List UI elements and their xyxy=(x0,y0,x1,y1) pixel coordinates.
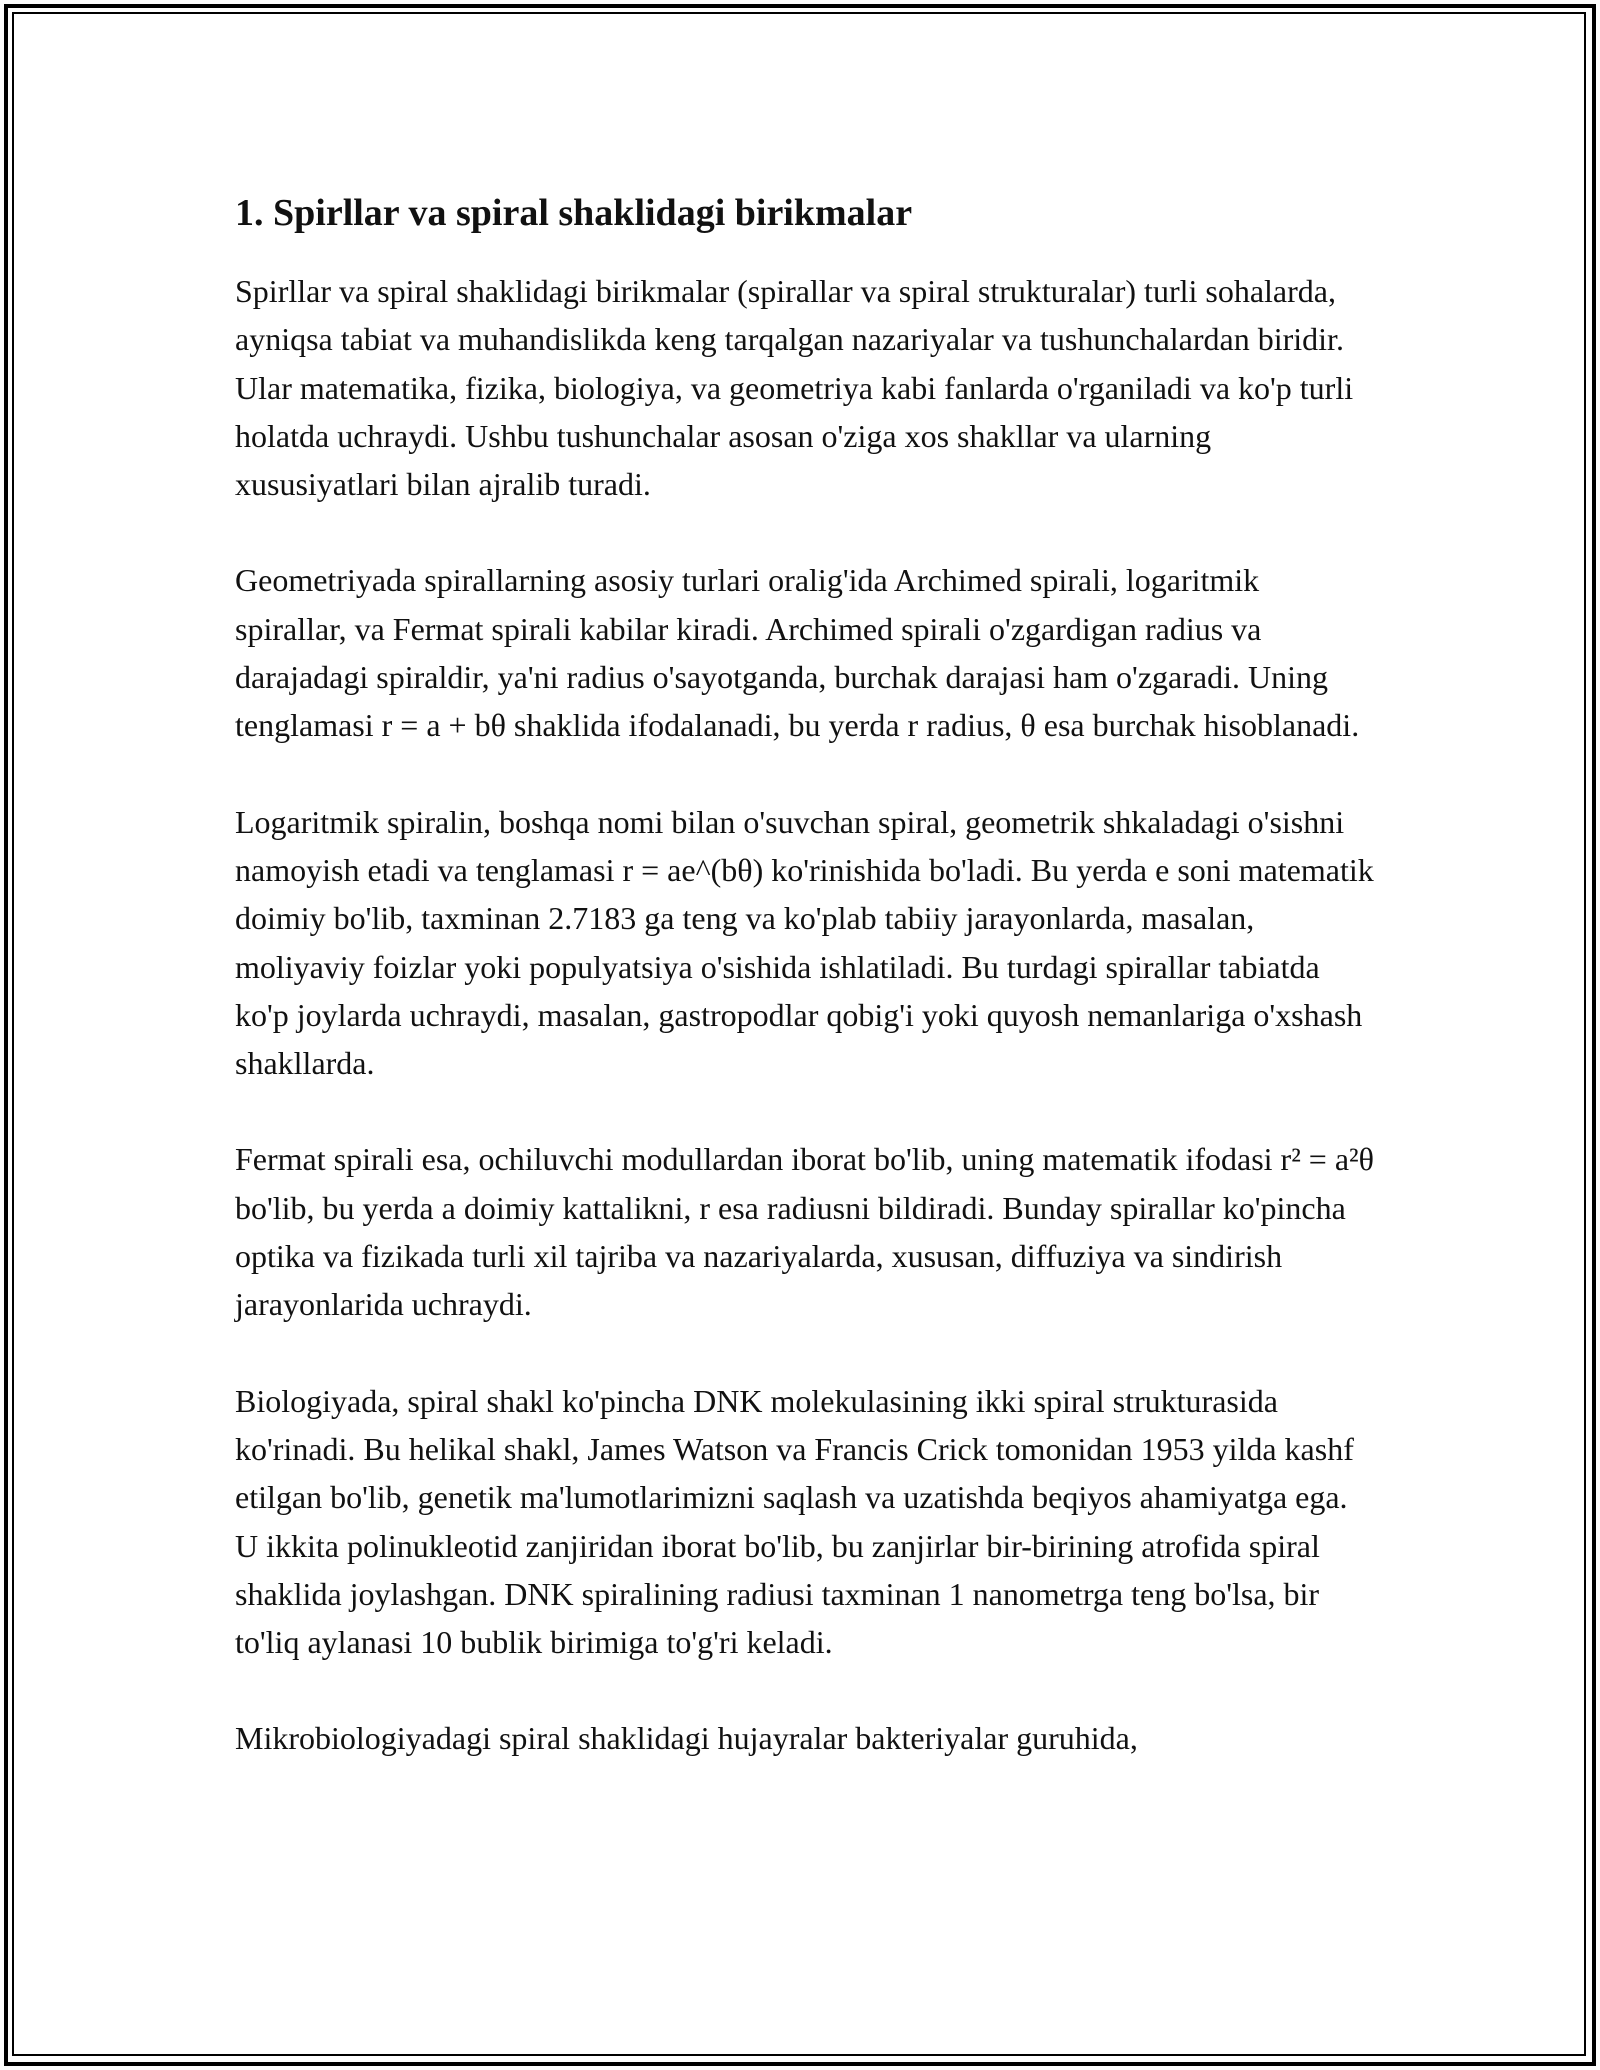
paragraph-fermat: Fermat spirali esa, ochiluvchi modullardan iborat bo'lib, uning matematik ifodasi r² = a²θ bo'lib, bu yerda a doimiy kattalikni, r esa radiusni bildiradi. Bunday spirallar ko'pincha optika va fizikada turli xil tajriba va nazariyalarda, xususan, diffuziya va sindirish jarayonlarida uchraydi. xyxy=(235,1141,1374,1323)
paragraph-logarithmic: Logaritmik spiralin, boshqa nomi bilan o'suvchan spiral, geometrik shkaladagi o'sishni namoyish etadi va tenglamasi r = ae^(bθ) ko'rinishida bo'ladi. Bu yerda e soni matematik doimiy bo'lib, taxminan 2.7183 ga teng va ko'plab tabiiy jarayonlarda, masalan, moliyaviy foizlar yoki populyatsiya o'sishida ishlatiladi. Bu turdagi spirallar tabiatda ko'p joylarda uchraydi, masalan, gastropodlar qobig'i yoki quyosh nemanlariga o'xshash shakllarda. xyxy=(235,803,1374,1082)
section-heading: 1. Spirllar va spiral shaklidagi birikmalar xyxy=(235,192,913,234)
document-body xyxy=(235,185,1375,1811)
paragraph-geometry: Geometriyada spirallarning asosiy turlari oralig'ida Archimed spirali, logaritmik spirallar, va Fermat spirali kabilar kiradi. Archimed spirali o'zgardigan radius va darajadagi spiraldir, ya'ni radius o'sayotganda, burchak darajasi ham o'zgaradi. Uning tenglamasi r = a + bθ shaklida ifodalanadi, bu yerda r radius, θ esa burchak hisoblanadi. xyxy=(235,562,1360,744)
paragraph-microbiology: Mikrobiologiyadagi spiral shaklidagi hujayralar bakteriyalar guruhida, xyxy=(235,1720,1138,1757)
paragraph-intro: Spirllar va spiral shaklidagi birikmalar (spirallar va spiral strukturalar) turli sohalarda, ayniqsa tabiat va muhandislikda keng tarqalgan nazariyalar va tushunchalardan biridir. Ular matematika, fizika, biologiya, va geometriya kabi fanlarda o'rganiladi va ko'p turli holatda uchraydi. Ushbu tushunchalar asosan o'ziga xos shakllar va ularning xususiyatlari bilan ajralib turadi. xyxy=(235,273,1354,503)
paragraph-biology: Biologiyada, spiral shakl ko'pincha DNK molekulasining ikki spiral strukturasida ko'rinadi. Bu helikal shakl, James Watson va Francis Crick tomonidan 1953 yilda kashf etilgan bo'lib, genetik ma'lumotlarimizni saqlash va uzatishda beqiyos ahamiyatga ega. U ikkita polinukleotid zanjiridan iborat bo'lib, bu zanjirlar bir-birining atrofida spiral shaklida joylashgan. DNK spiralining radiusi taxminan 1 nanometrga teng bo'lsa, bir to'liq aylanasi 10 bublik birimiga to'g'ri keladi. xyxy=(235,1382,1354,1661)
